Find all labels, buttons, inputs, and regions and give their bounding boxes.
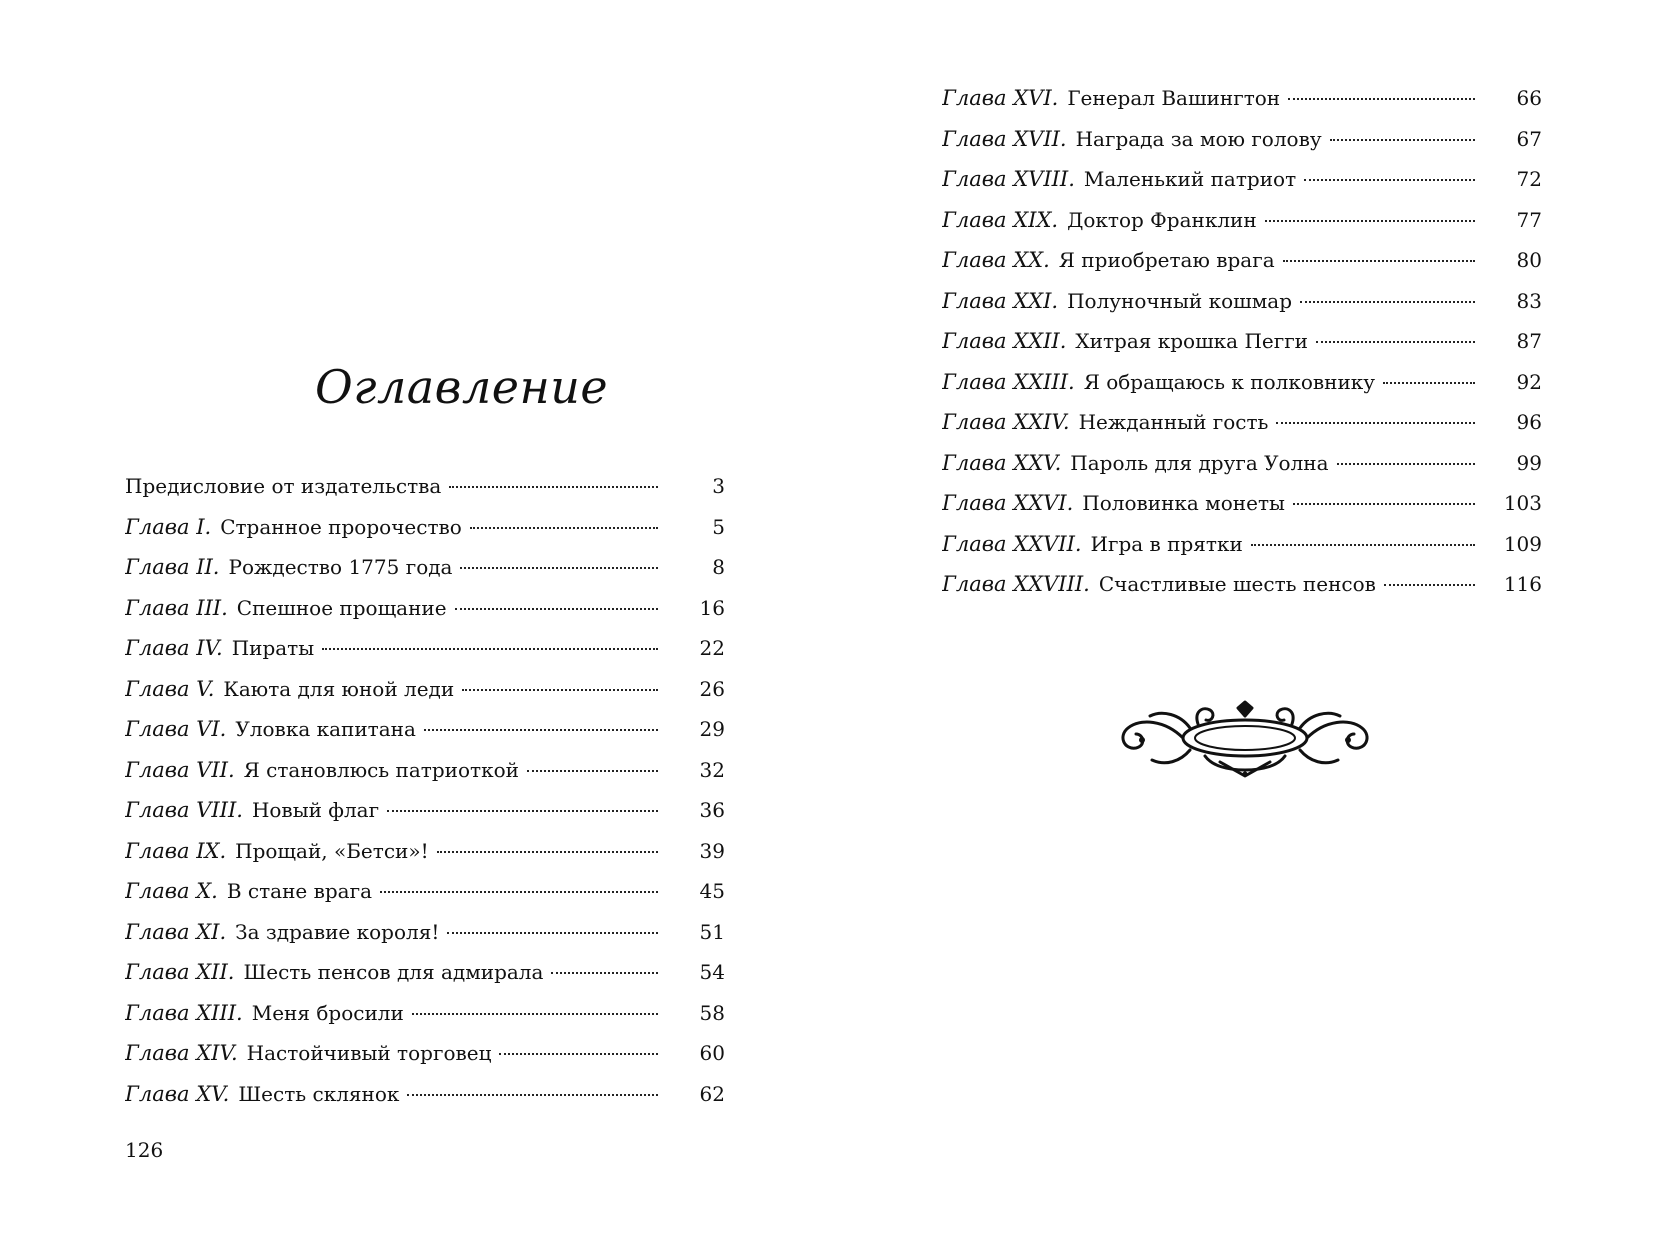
- toc-entry[interactable]: [942, 402, 1542, 443]
- dot-leader: [551, 972, 658, 974]
- toc-list-left: [125, 466, 725, 1114]
- chapter-number: Глава XIV.: [125, 1041, 238, 1065]
- chapter-number: Глава XX.: [942, 248, 1050, 272]
- entry-title: Настойчивый торговец: [246, 1041, 492, 1065]
- toc-list-right: [942, 78, 1542, 605]
- entry-title: Новый флаг: [251, 798, 380, 822]
- chapter-number: Глава VI.: [125, 717, 227, 741]
- toc-entry[interactable]: [125, 790, 725, 831]
- entry-title: Прощай, «Бетси»!: [235, 838, 429, 863]
- page-number: 29: [699, 717, 725, 741]
- chapter-number: Глава III.: [125, 595, 228, 620]
- dot-leader: [1330, 139, 1475, 141]
- chapter-number: Глава IX.: [125, 838, 227, 863]
- chapter-number: Глава XXVII.: [942, 531, 1082, 556]
- chapter-number: Глава IV.: [125, 636, 223, 660]
- entry-title: Хитрая крошка Пегги: [1075, 329, 1309, 353]
- chapter-number: Глава II.: [125, 555, 220, 579]
- dot-leader: [387, 810, 658, 812]
- dot-leader: [1293, 503, 1475, 505]
- entry-title: Меня бросили: [251, 1000, 404, 1025]
- entry-title: Каюта для юной леди: [223, 676, 455, 701]
- entry-title: Я становлюсь патриоткой: [243, 757, 519, 782]
- page-number: 32: [699, 757, 725, 782]
- chapter-number: Глава XVII.: [942, 126, 1067, 151]
- page-number: 96: [1516, 410, 1542, 434]
- entry-title: За здравие короля!: [235, 919, 440, 944]
- page-number: 8: [712, 555, 725, 579]
- dot-leader: [1283, 260, 1475, 262]
- toc-entry[interactable]: [125, 952, 725, 993]
- dot-leader: [1383, 382, 1475, 384]
- chapter-number: Глава I.: [125, 514, 212, 539]
- page-folio: 126: [125, 1138, 164, 1162]
- chapter-number: Глава XIII.: [125, 1000, 243, 1025]
- page-number: 109: [1503, 531, 1542, 556]
- page-number: 66: [1516, 86, 1542, 110]
- page-number: 16: [699, 595, 725, 620]
- toc-entry[interactable]: [942, 443, 1542, 484]
- chapter-number: Глава XXVI.: [942, 491, 1074, 515]
- dot-leader: [1337, 463, 1475, 465]
- toc-entry[interactable]: [125, 912, 725, 953]
- chapter-number: Глава XII.: [125, 960, 235, 984]
- page-number: 92: [1516, 369, 1542, 394]
- chapter-number: Глава XXII.: [942, 329, 1067, 353]
- dot-leader: [470, 527, 658, 529]
- dot-leader: [412, 1013, 658, 1015]
- page-number: 3: [712, 474, 725, 498]
- dot-leader: [407, 1094, 658, 1096]
- toc-entry[interactable]: [125, 1033, 725, 1074]
- page-number: 39: [699, 838, 725, 863]
- page-number: 60: [699, 1041, 725, 1065]
- entry-title: Нежданный гость: [1078, 410, 1269, 434]
- toc-entry[interactable]: [942, 321, 1542, 362]
- chapter-number: Глава XXVIII.: [942, 572, 1090, 596]
- page-number: 58: [699, 1000, 725, 1025]
- dot-leader: [1316, 341, 1475, 343]
- dot-leader: [380, 891, 658, 893]
- baroque-cartouche-ornament: [1110, 700, 1380, 780]
- page-number: 62: [699, 1081, 725, 1106]
- page-number: 103: [1503, 491, 1542, 515]
- chapter-number: Глава V.: [125, 676, 215, 701]
- toc-entry[interactable]: [942, 564, 1542, 605]
- chapter-number: Глава XXV.: [942, 450, 1062, 475]
- page-number: 77: [1516, 207, 1542, 232]
- entry-title: Я приобретаю врага: [1058, 248, 1275, 272]
- dot-leader: [437, 851, 658, 853]
- toc-entry[interactable]: [125, 628, 725, 669]
- toc-entry[interactable]: [942, 281, 1542, 322]
- page-number: 80: [1516, 248, 1542, 272]
- toc-entry[interactable]: [125, 1074, 725, 1115]
- entry-title: Доктор Франклин: [1067, 207, 1257, 232]
- dot-leader: [447, 932, 658, 934]
- page-number: 5: [712, 514, 725, 539]
- toc-entry[interactable]: [942, 159, 1542, 200]
- dot-leader: [455, 608, 658, 610]
- toc-entry[interactable]: [942, 119, 1542, 160]
- page-number: 51: [699, 919, 725, 944]
- toc-entry[interactable]: [942, 240, 1542, 281]
- dot-leader: [1300, 301, 1475, 303]
- toc-entry[interactable]: [125, 669, 725, 710]
- chapter-number: Глава XVIII.: [942, 167, 1075, 191]
- page-number: 45: [699, 879, 725, 903]
- page-number: 99: [1516, 450, 1542, 475]
- chapter-number: Глава VIII.: [125, 798, 243, 822]
- entry-title: Полуночный кошмар: [1067, 288, 1292, 313]
- page-number: 67: [1516, 126, 1542, 151]
- toc-entry[interactable]: [942, 200, 1542, 241]
- page-number: 116: [1503, 572, 1542, 596]
- toc-entry[interactable]: [125, 588, 725, 629]
- entry-title: Странное пророчество: [220, 514, 462, 539]
- page-number: 83: [1516, 288, 1542, 313]
- toc-entry[interactable]: [125, 507, 725, 548]
- dot-leader: [322, 648, 658, 650]
- chapter-number: Глава XIX.: [942, 207, 1059, 232]
- toc-entry[interactable]: [942, 78, 1542, 119]
- page-number: 22: [699, 636, 725, 660]
- toc-entry[interactable]: [942, 524, 1542, 565]
- dot-leader: [449, 486, 658, 488]
- toc-entry[interactable]: [125, 466, 725, 507]
- dot-leader: [1251, 544, 1475, 546]
- dot-leader: [1304, 179, 1475, 181]
- page-number: 36: [699, 798, 725, 822]
- dot-leader: [1276, 422, 1475, 424]
- dot-leader: [1384, 584, 1475, 586]
- entry-title: Пираты: [231, 636, 315, 660]
- dot-leader: [460, 567, 658, 569]
- toc-entry[interactable]: [942, 483, 1542, 524]
- chapter-number: Глава XV.: [125, 1081, 230, 1106]
- toc-entry[interactable]: [125, 871, 725, 912]
- entry-title: Шесть пенсов для адмирала: [243, 960, 544, 984]
- dot-leader: [499, 1053, 658, 1055]
- toc-entry[interactable]: [125, 831, 725, 872]
- entry-title: В стане врага: [226, 879, 372, 903]
- chapter-number: Глава XXIII.: [942, 369, 1075, 394]
- chapter-number: Глава XVI.: [942, 86, 1059, 110]
- dot-leader: [462, 689, 658, 691]
- entry-title: Пароль для друга Уолна: [1070, 450, 1329, 475]
- entry-title: Рождество 1775 года: [228, 555, 453, 579]
- toc-entry[interactable]: [125, 750, 725, 791]
- entry-title: Счастливые шесть пенсов: [1098, 572, 1376, 596]
- chapter-number: Глава XI.: [125, 919, 227, 944]
- chapter-number: Глава X.: [125, 879, 218, 903]
- entry-title: Предисловие от издательства: [125, 474, 442, 498]
- entry-title: Половинка монеты: [1082, 491, 1285, 515]
- entry-title: Генерал Вашингтон: [1067, 86, 1281, 110]
- entry-title: Я обращаюсь к полковнику: [1083, 369, 1376, 394]
- chapter-number: Глава XXI.: [942, 288, 1059, 313]
- toc-entry[interactable]: [125, 709, 725, 750]
- entry-title: Маленький патриот: [1083, 167, 1297, 191]
- chapter-number: Глава VII.: [125, 757, 235, 782]
- chapter-number: Глава XXIV.: [942, 410, 1070, 434]
- page-number: 26: [699, 676, 725, 701]
- page-number: 72: [1516, 167, 1542, 191]
- entry-title: Уловка капитана: [235, 717, 416, 741]
- dot-leader: [424, 729, 658, 731]
- dot-leader: [1265, 220, 1475, 222]
- toc-entry[interactable]: [125, 547, 725, 588]
- page-number: 54: [699, 960, 725, 984]
- entry-title: Награда за мою голову: [1075, 126, 1322, 151]
- dot-leader: [527, 770, 658, 772]
- toc-title: Оглавление: [315, 360, 609, 414]
- toc-entry[interactable]: [942, 362, 1542, 403]
- entry-title: Спешное прощание: [236, 595, 447, 620]
- entry-title: Шесть склянок: [238, 1081, 400, 1106]
- dot-leader: [1288, 98, 1475, 100]
- page-number: 87: [1516, 329, 1542, 353]
- toc-entry[interactable]: [125, 993, 725, 1034]
- entry-title: Игра в прятки: [1090, 531, 1243, 556]
